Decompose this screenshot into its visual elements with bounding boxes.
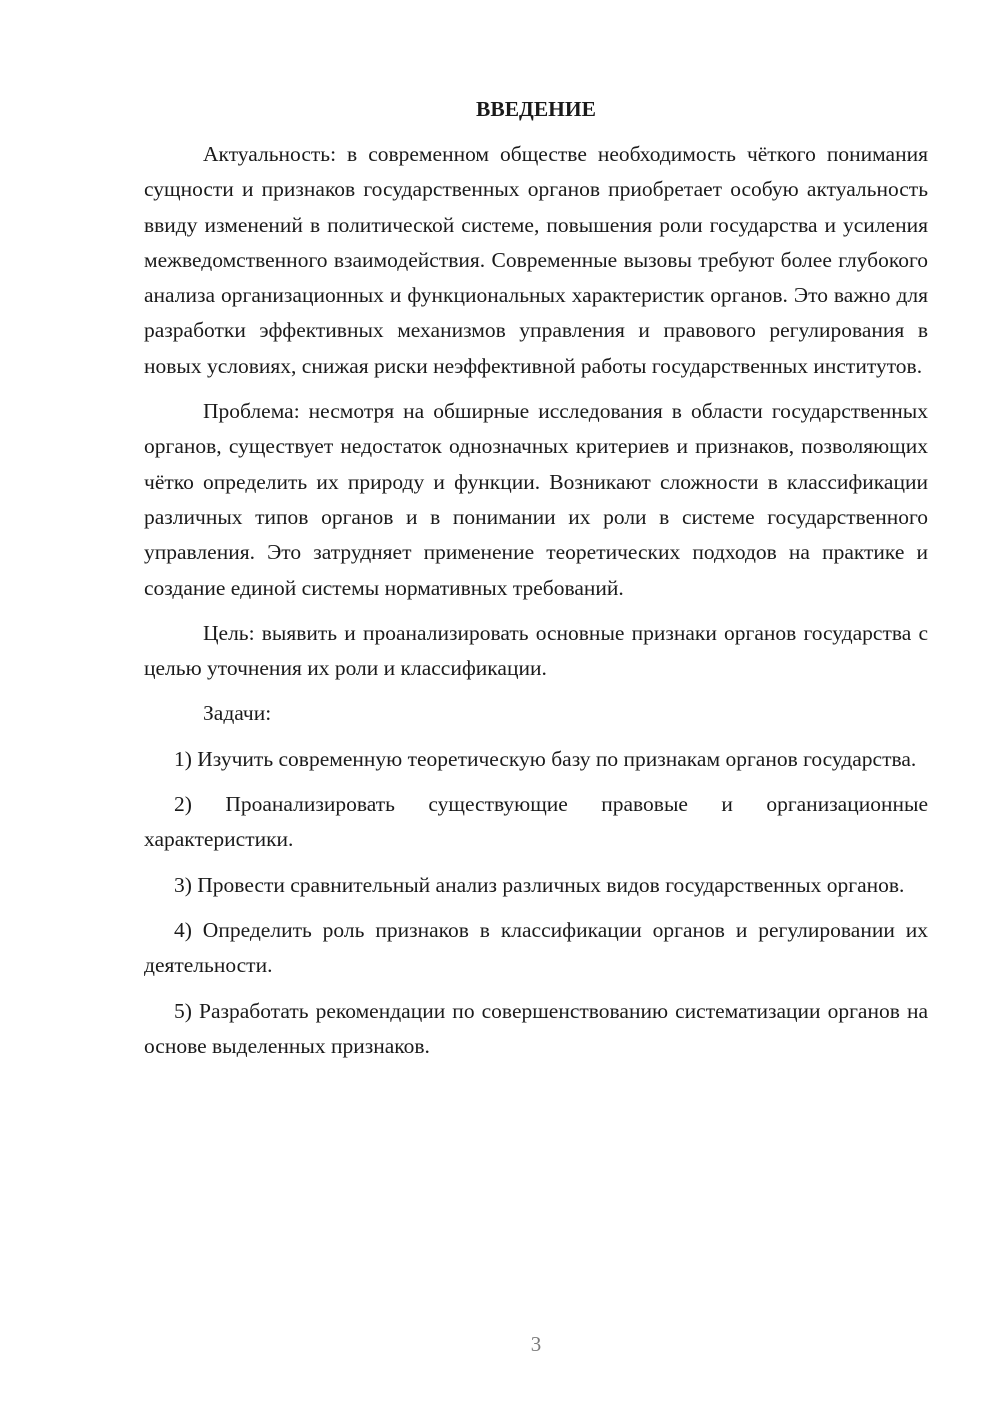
page-content [144, 92, 928, 1074]
section-title: ВВЕДЕНИЕ [476, 97, 596, 121]
page-number: 3 [530, 1332, 542, 1356]
task-item: 1) Изучить современную теоретическую базу по признакам органов государства. [174, 746, 917, 771]
task-item: 4) Определить роль признаков в классификации органов и регулировании их деятельности. [144, 917, 928, 978]
tasks-label: Задачи: [203, 701, 272, 726]
task-item: 2) Проанализировать существующие правовые и организационные характеристики. [144, 792, 928, 852]
task-item: 5) Разработать рекомендации по совершенствованию систематизации органов на основе выделенных признаков. [144, 998, 928, 1058]
paragraph-problem: Проблема: несмотря на обширные исследования в области государственных органов, существует недостаток однозначных критериев и признаков, позволяющих чётко определить их природу и функции. Возникают сложности в классификации различных типов органов и в понимании их роли в системе государственного управления. Это затрудняет применение теоретических подходов на практике и создание единой системы нормативных требований. [144, 399, 928, 600]
task-item: 3) Провести сравнительный анализ различных видов государственных органов. [174, 872, 905, 897]
paragraph-goal: Цель: выявить и проанализировать основные признаки органов государства с целью уточнения их роли и классификации. [144, 620, 928, 681]
paragraph-relevance: Актуальность: в современном обществе необходимость чёткого понимания сущности и признаков государственных органов приобретает особую актуальность ввиду изменений в политической системе, повышения роли государства и усиления межведомственного взаимодействия. Современные вызовы требуют более глубокого анализа организационных и функциональных характеристик органов. Это важно для разработки эффективных механизмов управления и правового регулирования в новых условиях, снижая риски неэффективной работы государственных институтов. [144, 142, 928, 378]
